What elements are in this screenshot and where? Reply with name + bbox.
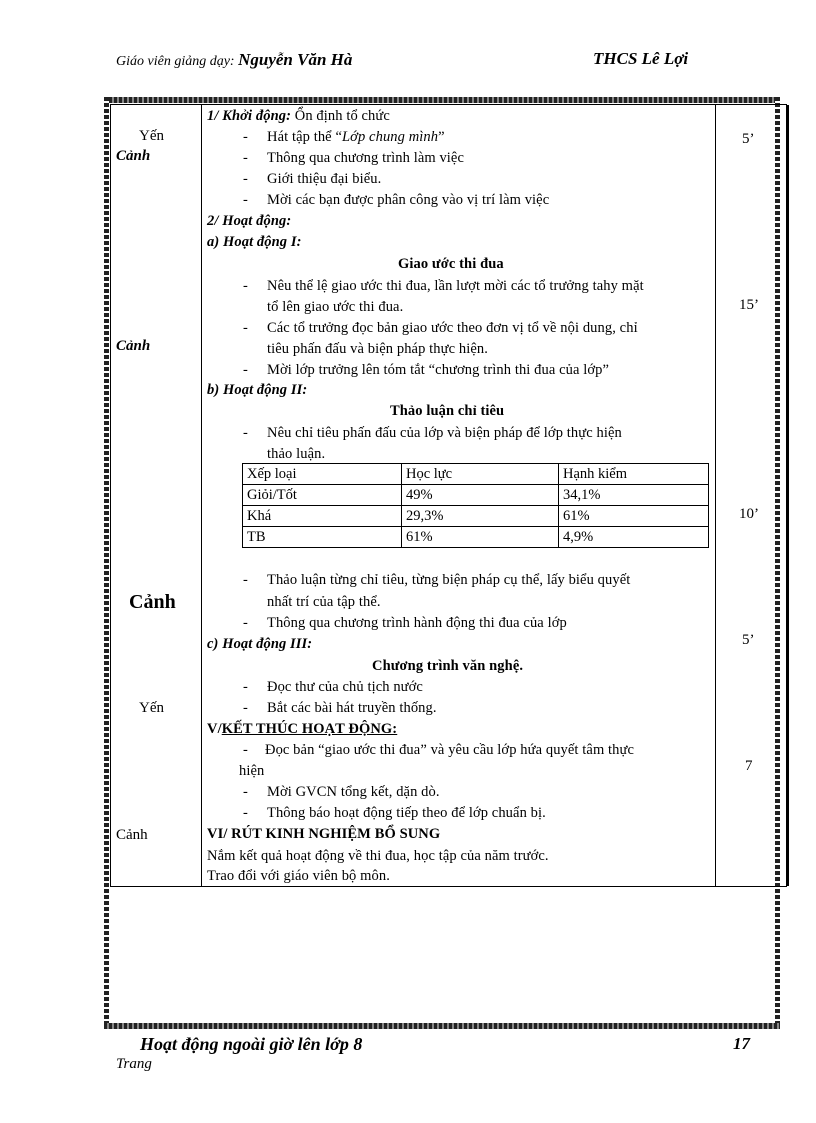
list-item-cont: nhất trí của tập thể. [267, 594, 381, 610]
table-cell: Giỏi/Tốt [243, 485, 402, 506]
table-cell: 4,9% [559, 527, 709, 548]
item-text: Hát tập thể “ [267, 129, 342, 145]
item-text: Thảo luận từng chỉ tiêu, từng biện pháp cụ thể, lấy biểu quyết [267, 572, 631, 588]
list-item: - Mời GVCN tổng kết, dặn dò. [243, 784, 440, 800]
role-label: Cảnh [116, 827, 148, 843]
activity-heading: a) Hoạt động I: [207, 234, 302, 250]
teacher-line [116, 50, 352, 70]
grades-table [242, 463, 709, 548]
activity-heading: c) Hoạt động III: [207, 636, 313, 652]
table-cell: Khá [243, 506, 402, 527]
list-item: - Mời lớp trưởng lên tóm tắt “chương trình thi đua của lớp” [243, 362, 610, 378]
list-item: - Thông báo hoạt động tiếp theo để lớp chuẩn bị. [243, 805, 546, 821]
section-title: KẾT THÚC HOẠT ĐỘNG: [221, 721, 398, 737]
list-item: - Các tổ trưởng đọc bản giao ước theo đơn vị tổ về nội dung, chỉ [243, 320, 638, 336]
footer-title: Hoạt động ngoài giờ lên lớp 8 [140, 1034, 363, 1054]
section-heading: VI/ RÚT KINH NGHIỆM BỔ SUNG [207, 826, 441, 842]
item-text: Các tổ trưởng đọc bản giao ước theo đơn vị tổ về nội dung, chỉ [267, 320, 638, 336]
page-number: 17 [733, 1034, 750, 1053]
section-heading: 2/ Hoạt động: [207, 213, 292, 229]
list-item-cont: thảo luận. [267, 446, 326, 462]
list-item: - Thông qua chương trình làm việc [243, 150, 465, 166]
table-cell: 61% [559, 506, 709, 527]
activity-heading: b) Hoạt động II: [207, 382, 308, 398]
item-text: Thông báo hoạt động tiếp theo để lớp chuẩn bị. [267, 805, 546, 821]
list-item: - Thảo luận từng chỉ tiêu, từng biện pháp cụ thể, lấy biểu quyết [243, 572, 631, 588]
duration: 15’ [739, 297, 759, 313]
list-item: - Mời các bạn được phân công vào vị trí làm việc [243, 192, 550, 208]
list-item: - Hát tập thể “Lớp chung mình” [243, 129, 445, 145]
paragraph: Trao đổi với giáo viên bộ môn. [207, 868, 390, 884]
column-divider [715, 105, 716, 886]
duration: 7 [745, 758, 753, 774]
song-title: Lớp chung mình [341, 129, 439, 145]
frame-left-border [104, 97, 109, 1029]
paragraph: Nắm kết quả hoạt động về thi đua, học tập của năm trước. [207, 848, 549, 864]
school-name: THCS Lê Lợi [593, 49, 689, 68]
role-label: Cảnh [116, 338, 151, 354]
list-item-cont: tổ lên giao ước thi đua. [267, 299, 404, 315]
table-header-cell: Xếp loại [243, 464, 402, 485]
table-cell: 34,1% [559, 485, 709, 506]
list-item: - Đọc bản “giao ước thi đua” và yêu cầu lớp hứa quyết tâm thực [243, 742, 635, 758]
frame-bottom-border [104, 1023, 780, 1029]
list-item-cont: tiêu phấn đấu và biện pháp thực hiện. [267, 341, 488, 357]
role-label: Cảnh [129, 591, 176, 613]
list-item-cont: hiện [239, 763, 265, 779]
table-header-cell: Hạnh kiểm [559, 464, 709, 485]
item-text: Nêu thể lệ giao ước thi đua, lần lượt mời các tổ trưởng tahy mặt [267, 278, 644, 294]
table-cell: 49% [402, 485, 559, 506]
item-text: Đọc thư của chủ tịch nước [267, 679, 423, 695]
teacher-name: Nguyễn Văn Hà [238, 50, 353, 69]
item-text: Giới thiệu đại biểu. [267, 171, 382, 187]
section-number: V/ [207, 721, 222, 737]
item-text: Nêu chỉ tiêu phấn đấu của lớp và biện pháp để lớp thực hiện [267, 425, 622, 441]
item-text: Bắt các bài hát truyền thống. [267, 700, 437, 716]
section-start [207, 108, 390, 125]
list-item: - Nêu chỉ tiêu phấn đấu của lớp và biện pháp để lớp thực hiện [243, 425, 622, 441]
role-label: Yến [139, 128, 164, 144]
column-divider [201, 105, 202, 886]
item-text: Mời lớp trưởng lên tóm tắt “chương trình thi đua của lớp” [267, 362, 610, 378]
section-start-label: 1/ Khởi động: [207, 108, 292, 124]
item-text: Thông qua chương trình làm việc [267, 150, 465, 166]
table-cell: TB [243, 527, 402, 548]
activity-title: Giao ước thi đua [398, 256, 504, 272]
list-item: - Nêu thể lệ giao ước thi đua, lần lượt mời các tổ trưởng tahy mặt [243, 278, 644, 294]
role-label: Cảnh [116, 148, 151, 164]
list-item: - Đọc thư của chủ tịch nước [243, 679, 423, 695]
table-row [243, 506, 709, 527]
item-text: Thông qua chương trình hành động thi đua của lớp [267, 615, 567, 631]
duration: 5’ [742, 131, 755, 147]
list-item: - Bắt các bài hát truyền thống. [243, 700, 437, 716]
list-item: - Thông qua chương trình hành động thi đua của lớp [243, 615, 567, 631]
activity-title: Thảo luận chỉ tiêu [390, 403, 505, 419]
table-row [243, 485, 709, 506]
item-text: Mời GVCN tổng kết, dặn dò. [267, 784, 440, 800]
section-start-text: Ổn định tổ chức [294, 108, 390, 124]
table-row [243, 527, 709, 548]
item-text: ” [438, 129, 445, 145]
duration: 10’ [739, 506, 759, 522]
item-text: Đọc bản “giao ước thi đua” và yêu cầu lớp hứa quyết tâm thực [265, 742, 635, 758]
table-cell: 29,3% [402, 506, 559, 527]
table-cell: 61% [402, 527, 559, 548]
list-item: - Giới thiệu đại biểu. [243, 171, 382, 187]
footer-sub: Trang [116, 1056, 152, 1072]
section-heading [207, 721, 397, 738]
column-divider [786, 105, 789, 886]
teacher-label: Giáo viên giảng dạy: [116, 54, 235, 69]
item-text: Mời các bạn được phân công vào vị trí làm việc [267, 192, 550, 208]
table-header-row [243, 464, 709, 485]
activity-title: Chương trình văn nghệ. [372, 658, 524, 674]
table-header-cell: Học lực [402, 464, 559, 485]
frame-top-border [104, 97, 780, 103]
role-label: Yến [139, 700, 164, 716]
duration: 5’ [742, 632, 755, 648]
